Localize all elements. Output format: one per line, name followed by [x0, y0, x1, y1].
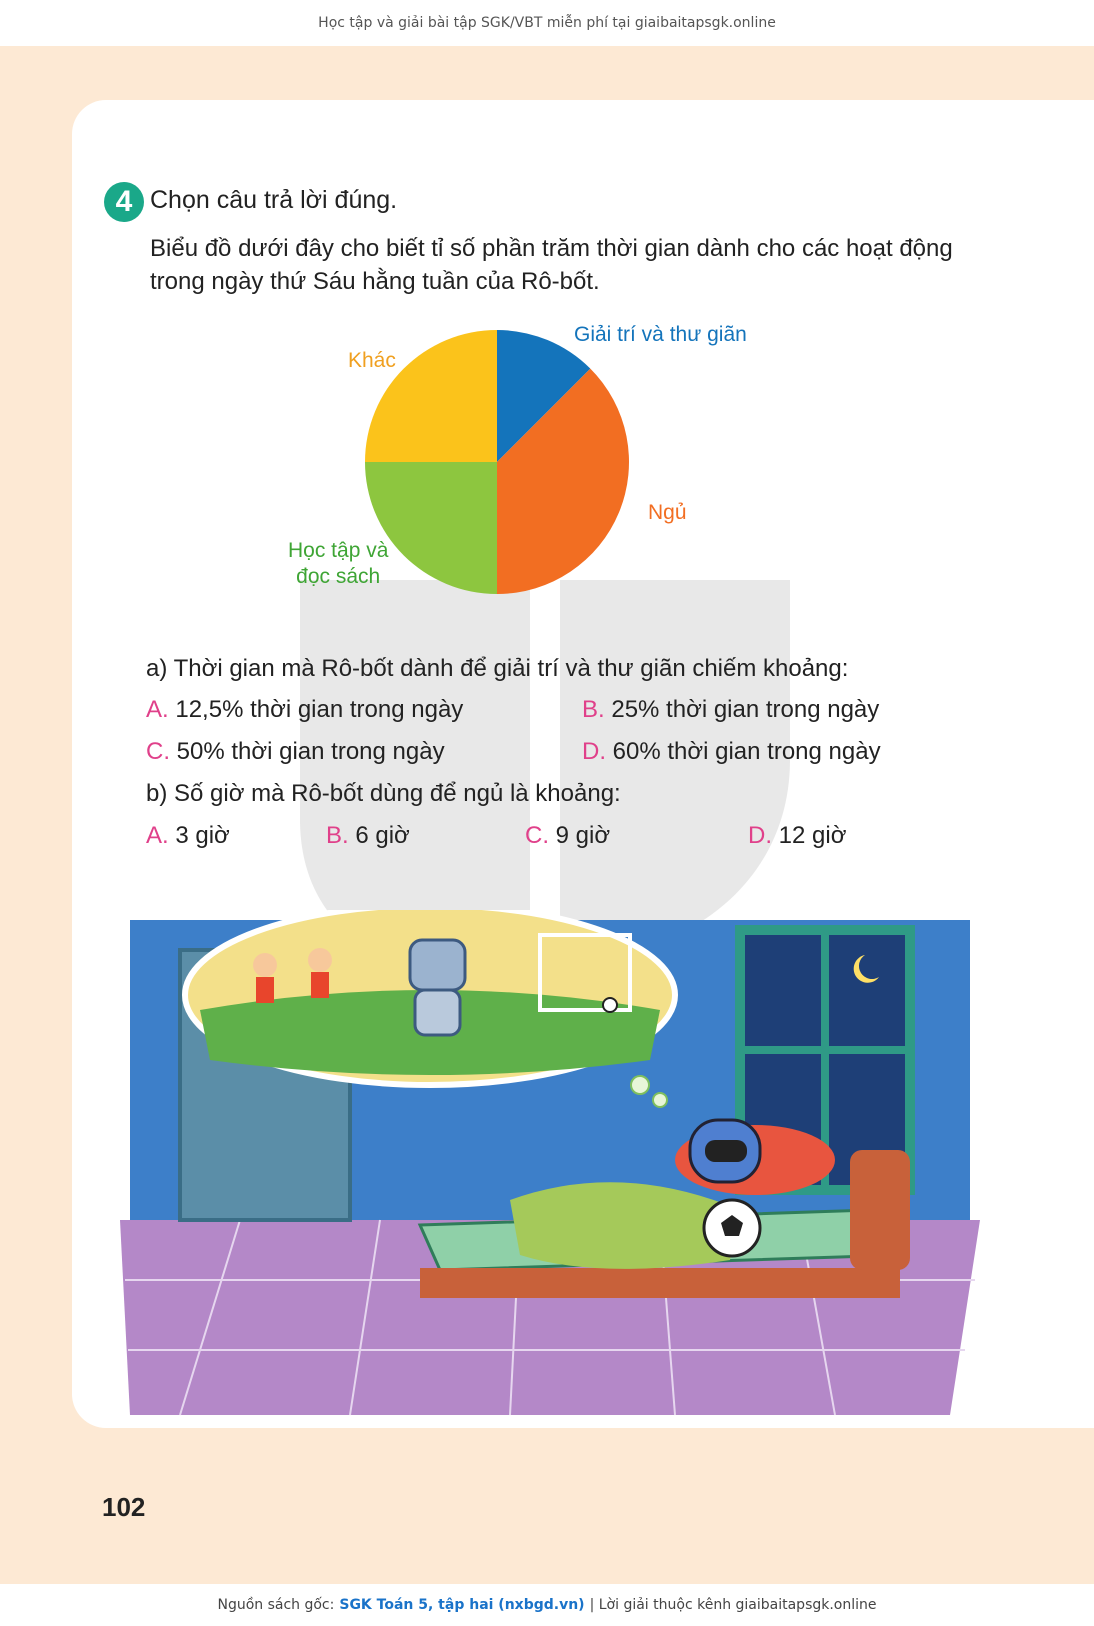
robot-sleeping-illustration [120, 910, 980, 1420]
exercise-number: 4 [115, 185, 133, 218]
bed-frame [420, 1268, 900, 1298]
option-a-A[interactable]: A. 12,5% thời gian trong ngày [146, 696, 464, 723]
dream-robot-head [410, 940, 465, 990]
footer [0, 1584, 1094, 1626]
footer-prefix: Nguồn sách gốc: [217, 1597, 335, 1613]
banner-text: Học tập và giải bài tập SGK/VBT miễn phí tại giaibaitapsgk.online [318, 15, 776, 31]
option-a-D[interactable]: D. 60% thời gian trong ngày [582, 738, 881, 765]
footer-source-link[interactable]: SGK Toán 5, tập hai (nxbgd.vn) [339, 1597, 585, 1613]
exercise-description: Biểu đồ dưới đây cho biết tỉ số phần trăm thời gian dành cho các hoạt động trong ngày thứ Sáu hằng tuần của Rô-bốt. [150, 235, 953, 295]
footer-suffix: | Lời giải thuộc kênh giaibaitapsgk.online [589, 1597, 877, 1613]
exercise-number-badge [104, 182, 144, 222]
option-b-B[interactable]: B. 6 giờ [326, 822, 410, 849]
option-b-A[interactable]: A. 3 giờ [146, 822, 230, 849]
option-a-B[interactable]: B. 25% thời gian trong ngày [582, 696, 880, 723]
label-study-line1: Học tập và [288, 539, 389, 562]
pie-chart [280, 320, 780, 620]
option-a-C[interactable]: C. 50% thời gian trong ngày [146, 738, 445, 765]
question-a: a) Thời gian mà Rô-bốt dành để giải trí và thư giãn chiếm khoảng: [146, 655, 849, 682]
option-b-D[interactable]: D. 12 giờ [748, 822, 847, 849]
label-study-line2: đọc sách [296, 565, 381, 588]
top-banner [0, 0, 1094, 46]
page-number: 102 [102, 1492, 146, 1522]
dream-ball [603, 998, 617, 1012]
label-other: Khác [348, 349, 396, 372]
label-sleep: Ngủ [648, 501, 687, 524]
option-b-C[interactable]: C. 9 giờ [525, 822, 611, 849]
exercise-title: Chọn câu trả lời đúng. [150, 186, 398, 214]
label-study [288, 538, 388, 590]
bed-headboard [850, 1150, 910, 1270]
question-b: b) Số giờ mà Rô-bốt dùng để ngủ là khoảng: [146, 780, 621, 807]
dream-robot-body [415, 990, 460, 1035]
label-leisure: Giải trí và thư giãn [574, 323, 747, 346]
